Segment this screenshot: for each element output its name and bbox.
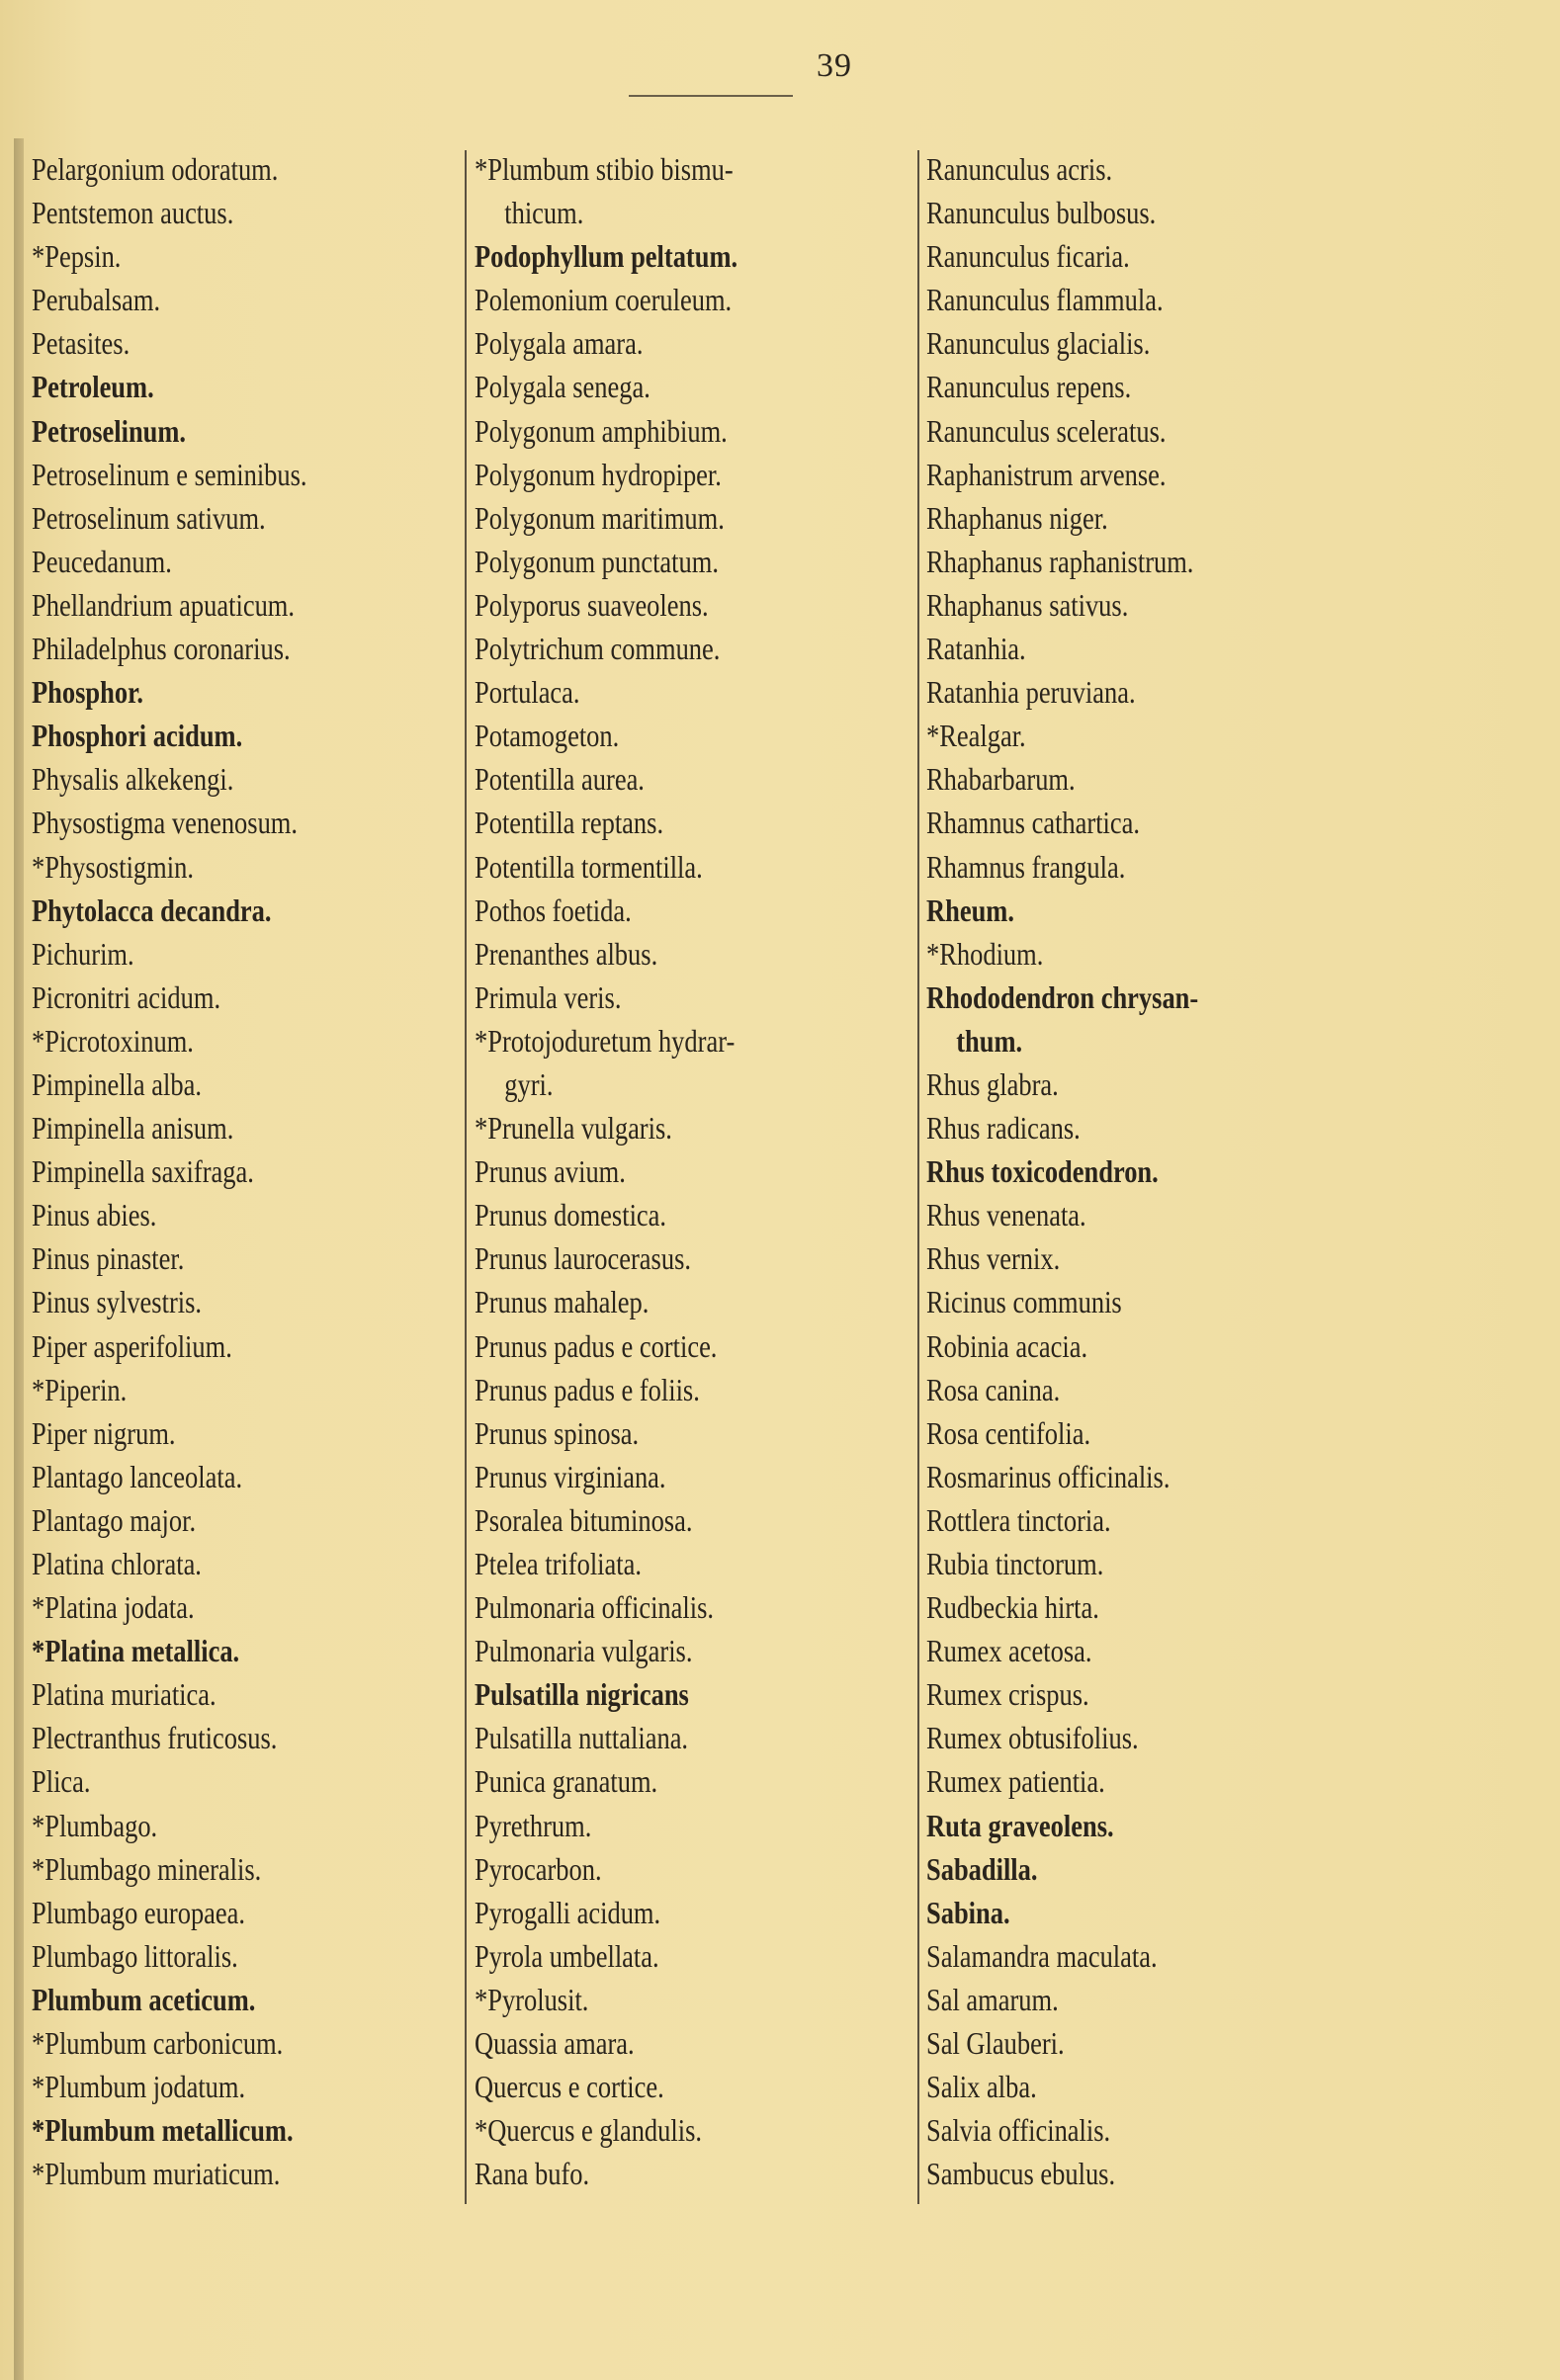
- index-entry: Polygonum punctatum.: [475, 544, 719, 579]
- index-entry: Polyporus suaveolens.: [475, 587, 709, 623]
- index-entry: Ranunculus ficaria.: [926, 239, 1130, 275]
- index-entry: Rumex patientia.: [926, 1764, 1105, 1800]
- index-entry: Rudbeckia hirta.: [926, 1590, 1099, 1626]
- index-entry: Rubia tinctorum.: [926, 1547, 1104, 1581]
- index-entry: Potentilla aurea.: [475, 762, 645, 798]
- index-entry: Prunus spinosa.: [475, 1415, 640, 1451]
- index-entry: Plectranthus fruticosus.: [32, 1721, 278, 1756]
- index-entry: thum.: [956, 1023, 1023, 1059]
- index-entry: Piper nigrum.: [32, 1415, 176, 1451]
- index-entry: Polygala amara.: [475, 326, 644, 362]
- index-column-3: [926, 148, 1541, 2196]
- index-entry: Pulsatilla nigricans: [475, 1677, 689, 1713]
- index-entry: Salamandra maculata.: [926, 1938, 1158, 1974]
- index-entry: Plumbum aceticum.: [32, 1982, 256, 2017]
- index-entry: *Quercus e glandulis.: [475, 2113, 703, 2149]
- index-entry: Ratanhia.: [926, 632, 1026, 667]
- index-entry: Ruta graveolens.: [926, 1808, 1114, 1843]
- index-entry: Prenanthes albus.: [475, 936, 658, 972]
- index-entry: Salvia officinalis.: [926, 2113, 1111, 2149]
- index-entry: Rosa canina.: [926, 1372, 1061, 1407]
- index-entry: Pentstemon auctus.: [32, 196, 234, 231]
- index-entry: Platina muriatica.: [32, 1677, 217, 1713]
- index-entry: Rosa centifolia.: [926, 1415, 1091, 1451]
- index-entry: Rosmarinus officinalis.: [926, 1459, 1170, 1494]
- index-entry: Peucedanum.: [32, 544, 172, 579]
- index-entry: *Physostigmin.: [32, 849, 194, 885]
- index-entry: Rhaphanus raphanistrum.: [926, 544, 1194, 579]
- index-entry: Quassia amara.: [475, 2026, 635, 2062]
- index-entry: Rhamnus frangula.: [926, 849, 1126, 885]
- index-entry: Ratanhia peruviana.: [926, 675, 1136, 711]
- index-entry: Ranunculus repens.: [926, 370, 1132, 405]
- index-entry: Petroselinum.: [32, 413, 187, 449]
- index-entry: Pimpinella alba.: [32, 1066, 202, 1102]
- index-entry: Portulaca.: [475, 675, 580, 711]
- index-entry: Rhododendron chrysan-: [926, 979, 1199, 1015]
- index-entry: Rana bufo.: [475, 2157, 590, 2192]
- index-entry: Pichurim.: [32, 936, 134, 972]
- index-entry: gyri.: [504, 1066, 554, 1102]
- index-entry: Rheum.: [926, 892, 1014, 928]
- index-entry: Punica granatum.: [475, 1764, 658, 1800]
- index-entry: *Pepsin.: [32, 239, 122, 275]
- index-entry: Psoralea bituminosa.: [475, 1502, 693, 1538]
- index-entry: Potentilla tormentilla.: [475, 849, 703, 885]
- index-entry: Sal Glauberi.: [926, 2026, 1065, 2062]
- index-entry: Ranunculus bulbosus.: [926, 196, 1157, 231]
- index-entry: Pinus pinaster.: [32, 1241, 185, 1277]
- index-entry: Piper asperifolium.: [32, 1328, 232, 1364]
- column-divider-1: [465, 150, 467, 2204]
- index-entry: Salix alba.: [926, 2070, 1037, 2105]
- index-entry: Plantago lanceolata.: [32, 1459, 243, 1494]
- index-entry: Rhus radicans.: [926, 1111, 1081, 1147]
- index-entry: *Plumbago.: [32, 1808, 158, 1843]
- index-entry: Prunus padus e foliis.: [475, 1372, 700, 1407]
- index-entry: Primula veris.: [475, 979, 622, 1015]
- index-entry: Prunus padus e cortice.: [475, 1328, 718, 1364]
- index-entry: *Picrotoxinum.: [32, 1023, 194, 1059]
- index-entry: Polygonum hydropiper.: [475, 457, 722, 492]
- index-entry: Pulsatilla nuttaliana.: [475, 1721, 689, 1756]
- index-entry: Petroleum.: [32, 370, 154, 405]
- index-entry: Polygala senega.: [475, 370, 650, 405]
- index-entry: Phosphor.: [32, 675, 144, 711]
- index-entry: Polytrichum commune.: [475, 632, 721, 667]
- index-entry: Physalis alkekengi.: [32, 762, 234, 798]
- index-entry: *Protojoduretum hydrar-: [475, 1023, 736, 1059]
- index-entry: Rumex obtusifolius.: [926, 1721, 1139, 1756]
- index-entry: Plica.: [32, 1764, 91, 1800]
- index-entry: Polygonum amphibium.: [475, 413, 728, 449]
- index-entry: Phellandrium apuaticum.: [32, 587, 296, 623]
- index-entry: Physostigma venenosum.: [32, 806, 299, 841]
- index-entry: Polygonum maritimum.: [475, 500, 725, 536]
- header-rule: [629, 95, 793, 97]
- index-entry: Ricinus communis: [926, 1285, 1122, 1320]
- page-number: 39: [817, 47, 852, 84]
- index-entry: Perubalsam.: [32, 283, 161, 318]
- index-entry: Philadelphus coronarius.: [32, 632, 291, 667]
- index-entry: *Realgar.: [926, 719, 1026, 754]
- index-entry: *Platina metallica.: [32, 1634, 240, 1669]
- index-entry: Prunus domestica.: [475, 1198, 667, 1233]
- index-entry: Picronitri acidum.: [32, 979, 221, 1015]
- index-entry: Pulmonaria vulgaris.: [475, 1634, 693, 1669]
- index-entry: Rumex acetosa.: [926, 1634, 1092, 1669]
- index-entry: *Prunella vulgaris.: [475, 1111, 672, 1147]
- index-entry: *Plumbum muriaticum.: [32, 2157, 281, 2192]
- index-entry: Rhabarbarum.: [926, 762, 1076, 798]
- index-entry: Petroselinum sativum.: [32, 500, 266, 536]
- index-entry: Pothos foetida.: [475, 892, 632, 928]
- index-entry: Rhus vernix.: [926, 1241, 1061, 1277]
- index-entry: *Plumbum metallicum.: [32, 2113, 294, 2149]
- index-entry: Raphanistrum arvense.: [926, 457, 1167, 492]
- index-entry: Pyrocarbon.: [475, 1851, 602, 1887]
- index-entry: Plumbago littoralis.: [32, 1938, 238, 1974]
- index-entry: Ptelea trifoliata.: [475, 1547, 642, 1581]
- index-entry: Rhus toxicodendron.: [926, 1154, 1159, 1190]
- index-entry: *Pyrolusit.: [475, 1982, 589, 2017]
- index-entry: Quercus e cortice.: [475, 2070, 664, 2105]
- index-entry: Ranunculus sceleratus.: [926, 413, 1167, 449]
- index-entry: Sabina.: [926, 1895, 1010, 1930]
- index-entry: Prunus avium.: [475, 1154, 626, 1190]
- index-entry: Polemonium coeruleum.: [475, 283, 733, 318]
- index-entry: Ranunculus flammula.: [926, 283, 1164, 318]
- index-entry: Pimpinella saxifraga.: [32, 1154, 254, 1190]
- index-entry: Potentilla reptans.: [475, 806, 664, 841]
- index-entry: Pyrogalli acidum.: [475, 1895, 661, 1930]
- index-entry: *Plumbum carbonicum.: [32, 2026, 284, 2062]
- index-entry: Podophyllum peltatum.: [475, 239, 738, 275]
- index-entry: Plantago major.: [32, 1502, 197, 1538]
- index-entry: *Platina jodata.: [32, 1590, 195, 1626]
- index-entry: *Plumbum jodatum.: [32, 2070, 246, 2105]
- index-entry: Prunus laurocerasus.: [475, 1241, 691, 1277]
- index-entry: Pimpinella anisum.: [32, 1111, 234, 1147]
- index-entry: Petasites.: [32, 326, 130, 362]
- index-entry: Ranunculus acris.: [926, 152, 1113, 187]
- index-entry: thicum.: [504, 196, 584, 231]
- index-entry: *Plumbago mineralis.: [32, 1851, 262, 1887]
- index-entry: Prunus virginiana.: [475, 1459, 666, 1494]
- index-entry: Potamogeton.: [475, 719, 620, 754]
- index-entry: Pyrethrum.: [475, 1808, 592, 1843]
- index-entry: Rottlera tinctoria.: [926, 1502, 1111, 1538]
- index-entry: *Rhodium.: [926, 936, 1044, 972]
- index-entry: Rhus venenata.: [926, 1198, 1086, 1233]
- index-entry: Sal amarum.: [926, 1982, 1059, 2017]
- index-entry: Plumbago europaea.: [32, 1895, 246, 1930]
- index-entry: Robinia acacia.: [926, 1328, 1088, 1364]
- index-entry: *Plumbum stibio bismu-: [475, 152, 734, 187]
- index-entry: Pulmonaria officinalis.: [475, 1590, 715, 1626]
- index-column-1: [32, 148, 472, 2196]
- index-entry: Rhaphanus niger.: [926, 500, 1108, 536]
- index-entry: Pinus sylvestris.: [32, 1285, 203, 1320]
- index-column-2: [475, 148, 890, 2196]
- index-entry: *Piperin.: [32, 1372, 128, 1407]
- index-entry: Phytolacca decandra.: [32, 892, 272, 928]
- index-entry: Sambucus ebulus.: [926, 2157, 1116, 2192]
- index-entry: Rumex crispus.: [926, 1677, 1089, 1713]
- index-entry: Petroselinum e seminibus.: [32, 457, 307, 492]
- page-spine-shadow: [14, 138, 24, 2380]
- column-divider-2: [917, 150, 919, 2204]
- index-entry: Pyrola umbellata.: [475, 1938, 659, 1974]
- index-entry: Rhaphanus sativus.: [926, 587, 1129, 623]
- index-entry: Pelargonium odoratum.: [32, 152, 279, 187]
- index-entry: Pinus abies.: [32, 1198, 157, 1233]
- index-entry: Phosphori acidum.: [32, 719, 243, 754]
- index-entry: Rhus glabra.: [926, 1066, 1059, 1102]
- index-entry: Prunus mahalep.: [475, 1285, 650, 1320]
- index-entry: Sabadilla.: [926, 1851, 1038, 1887]
- index-entry: Platina chlorata.: [32, 1547, 202, 1581]
- index-entry: Rhamnus cathartica.: [926, 806, 1141, 841]
- index-entry: Ranunculus glacialis.: [926, 326, 1151, 362]
